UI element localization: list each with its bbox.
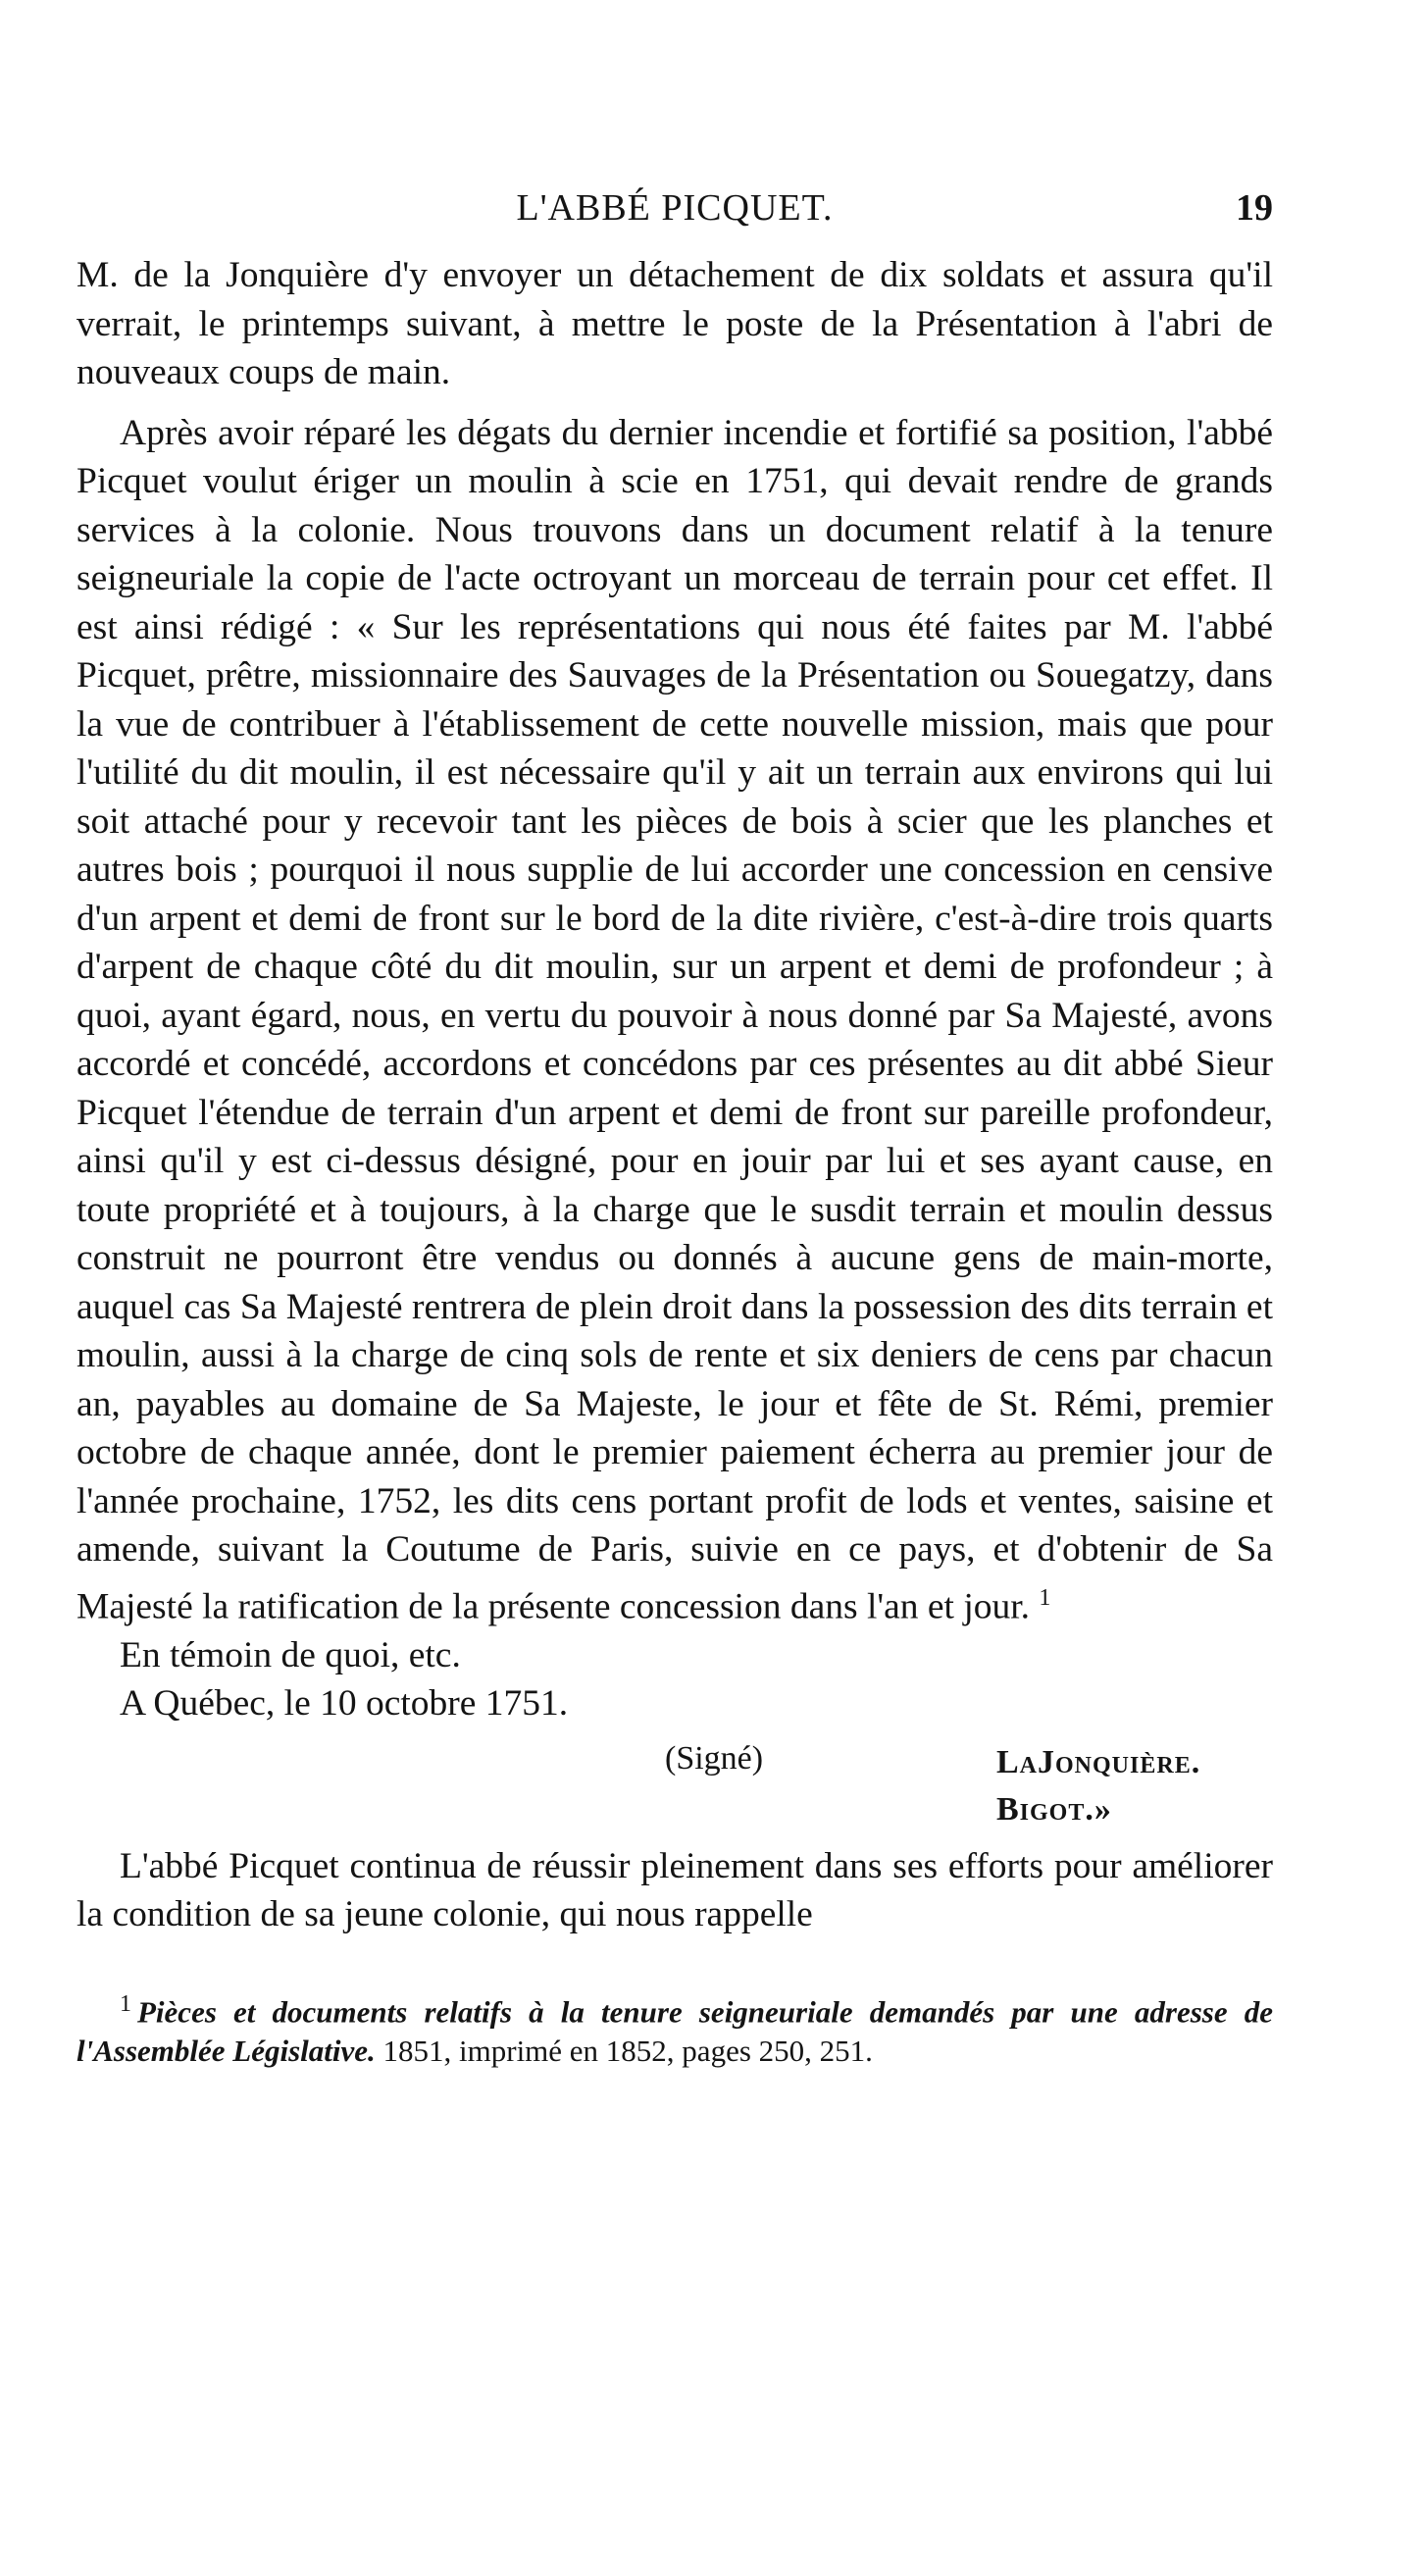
running-title: L'ABBÉ PICQUET.: [516, 187, 834, 229]
footnote-reference: 1: [1039, 1584, 1051, 1611]
running-head: [76, 186, 1273, 245]
footnote: [76, 1984, 1273, 2071]
paragraph-2-text: Après avoir réparé les dégats du dernier incendie et fortifié sa position, l'abbé Picquet voulut ériger un moulin à scie en 1751, qui devait rendre de grands services à la colonie. Nous trouvons dans un document relatif à la tenure seigneuriale la copie de l'acte octroyant un morceau de terrain pour cet effet. Il est ainsi rédigé : « Sur les représentations qui nous été faites par M. l'abbé Picquet, prêtre, missionnaire des Sauvages de la Présentation ou Souegatzy, dans la vue de contribuer à l'établissement de cette nouvelle mission, mais que pour l'utilité du dit moulin, il est nécessaire qu'il y ait un terrain aux environs qui lui soit attaché pour y recevoir tant les pièces de bois à scier que les planches et autres bois ; pourquoi il nous supplie de lui accorder une concession en censive d'un arpent et demi de front sur le bord de la dite rivière, c'est-à-dire trois quarts d'arpent de chaque côté du dit moulin, sur un arpent et demi de profondeur ; à quoi, ayant égard, nous, en vertu du pouvoir à nous donné par Sa Majesté, avons accordé et concédé, accordons et concédons par ces présentes au dit abbé Sieur Picquet l'étendue de terrain d'un arpent et demi de front sur pareille profondeur, ainsi qu'il y est ci-dessus désigné, pour en jouir par lui et ses ayant cause, en toute propriété et à toujours, à la charge que le susdit terrain et moulin dessus construit ne pourront être vendus ou donnés à aucune gens de main-morte, auquel cas Sa Majesté rentrera de plein droit dans la possession des dits terrain et moulin, aussi à la charge de cinq sols de rente et six deniers de cens par chacun an, payables au domaine de Sa Majeste, le jour et fête de St. Rémi, premier octobre de chaque année, dont le premier paiement écherra au premier jour de l'année prochaine, 1752, les dits cens portant profit de lods et ventes, saisine et amende, suivant la Coutume de Paris, suivie en ce pays, et d'obtenir de Sa Majesté la ratification de la présente concession dans l'an et jour.: [76, 412, 1273, 1626]
paragraph-1: M. de la Jonquière d'y envoyer un détachement de dix soldats et assura qu'il verrait, le printemps suivant, à mettre le poste de la Présentation à l'abri de nouveaux coups de main.: [76, 255, 1273, 392]
signer-jonquiere: LaJonquière.: [996, 1743, 1201, 1780]
signature-block: [76, 1734, 1273, 1842]
page-number: 19: [1236, 187, 1273, 229]
witness-line: En témoin de quoi, etc.: [120, 1634, 461, 1675]
book-page: [76, 186, 1273, 2560]
footnote-details: 1851, imprimé en 1852, pages 250, 251.: [382, 2033, 873, 2068]
footnote-mark: 1: [120, 1990, 131, 2017]
place-date-line: A Québec, le 10 octobre 1751.: [120, 1683, 569, 1724]
paragraph-3: L'abbé Picquet continua de réussir pleinement dans ses efforts pour améliorer la condition de sa jeune colonie, qui nous rappelle: [76, 1845, 1273, 1934]
paragraph-2: [76, 409, 1273, 1631]
footnote-title: Pièces et documents relatifs à la tenure seigneuriale demandés par une adresse de l'Assemblée Législative.: [76, 1993, 1273, 2068]
signer-bigot: Bigot.»: [996, 1790, 1112, 1828]
signed-label: (Signé): [665, 1739, 764, 1777]
